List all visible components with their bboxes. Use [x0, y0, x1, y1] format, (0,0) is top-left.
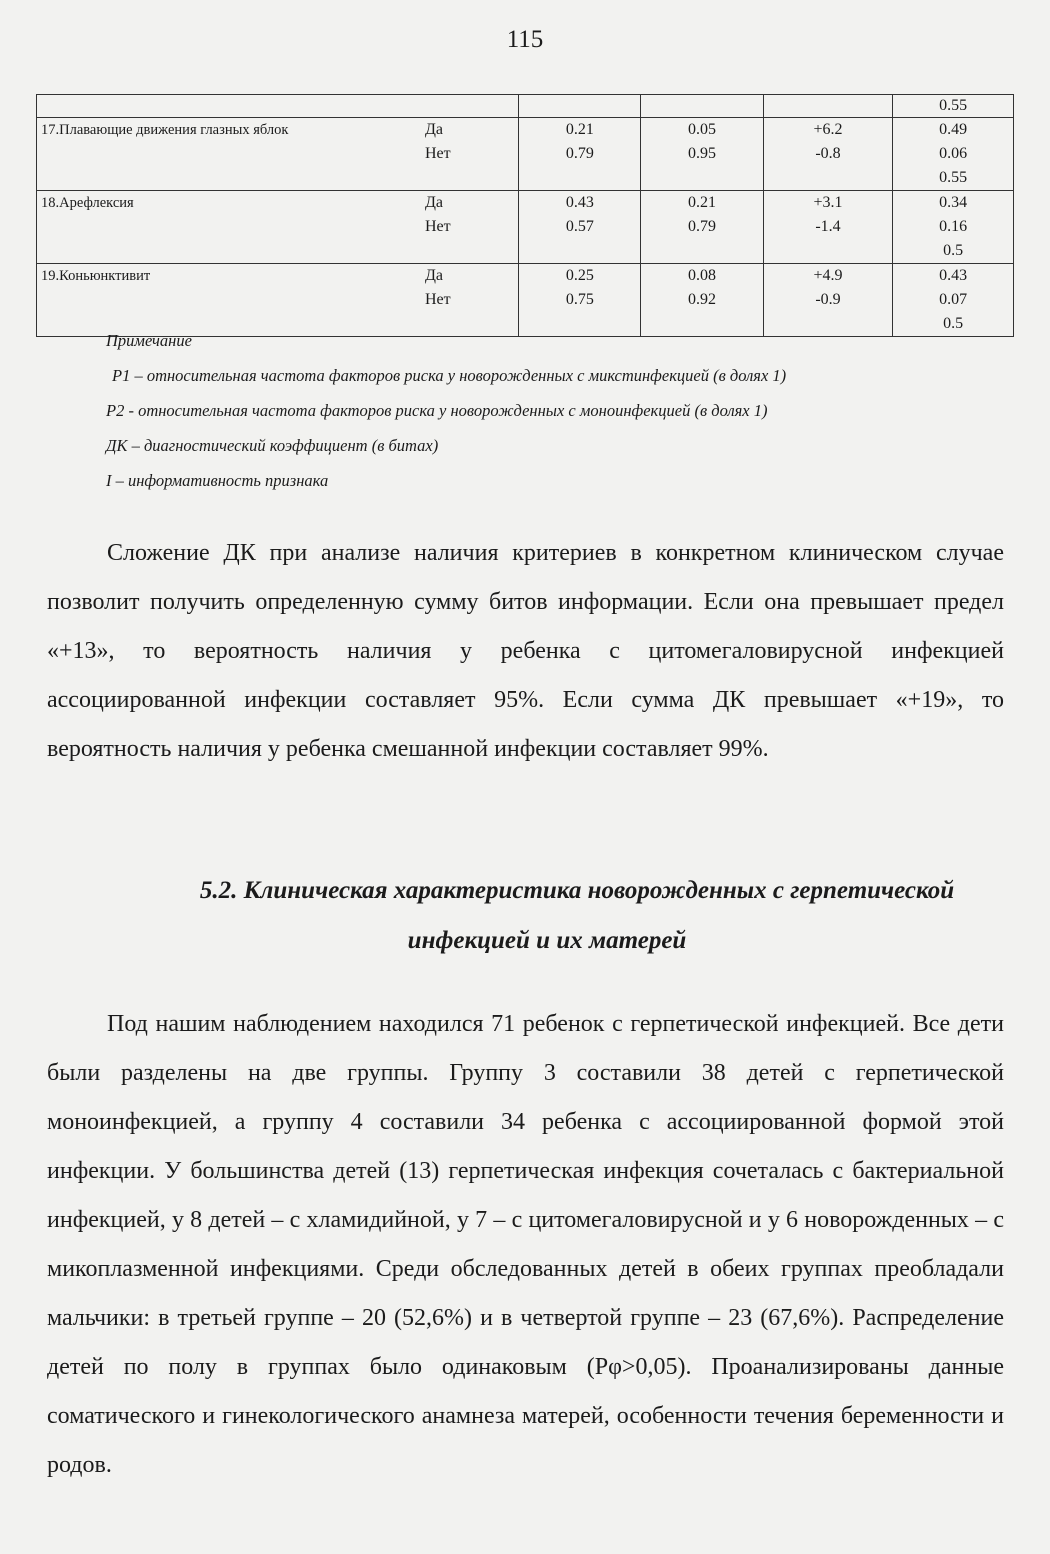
table-row: [37, 118, 1014, 191]
p2-no: 0.95: [688, 145, 716, 162]
note-i: I – информативность признака: [106, 471, 329, 490]
p1-no: 0.79: [565, 145, 594, 162]
p1-yes: 0.25: [565, 267, 594, 284]
info-no: 0.07: [939, 291, 968, 308]
p2-yes: 0.08: [688, 267, 716, 284]
option-yes: Да: [425, 121, 444, 138]
table-cell-name: [37, 118, 519, 191]
info-yes: 0.34: [939, 194, 968, 211]
dk-no: -1.4: [815, 218, 841, 235]
p2-no: 0.79: [688, 218, 716, 235]
table-cell-p2: [641, 95, 764, 118]
option-no: Нет: [425, 145, 451, 162]
option-yes: Да: [425, 267, 444, 284]
section-heading: [47, 866, 1047, 966]
table-cell-dk: [763, 95, 892, 118]
section-heading-line2: инфекцией и их матерей: [407, 927, 687, 954]
dk-yes: +3.1: [813, 194, 843, 211]
dk-no: -0.9: [815, 291, 841, 308]
table-cell-dk: [763, 118, 892, 191]
info-yes: 0.49: [939, 121, 968, 138]
factor-name: 18.Арефлексия: [41, 195, 134, 211]
table-row: [37, 264, 1014, 337]
table-cell-p1: [519, 191, 641, 264]
table-notes: [106, 328, 986, 503]
table-cell-p2: [641, 118, 764, 191]
dk-yes: +4.9: [813, 267, 843, 284]
note-p2: Р2 - относительная частота факторов риска у новорожденных с моноинфекцией (в долях 1): [106, 401, 768, 420]
table-cell-p1: [519, 95, 641, 118]
table-cell-p1: [519, 264, 641, 337]
table-cell-name: [37, 264, 519, 337]
info-total: 0.5: [943, 242, 964, 259]
note-p1: Р1 – относительная частота факторов риска у новорожденных с микстинфекцией (в долях 1): [112, 366, 787, 385]
factor-name: 17.Плавающие движения глазных яблок: [41, 122, 289, 138]
p2-no: 0.92: [688, 291, 716, 308]
page-number: 115: [506, 26, 544, 53]
table-cell-p2: [641, 264, 764, 337]
p2-yes: 0.05: [688, 121, 716, 138]
section-heading-line1: 5.2. Клиническая характеристика новорожденных с герпетической: [199, 877, 955, 904]
note-dk: ДК – диагностический коэффициент (в битах): [106, 436, 439, 455]
option-yes: Да: [425, 194, 444, 211]
notes-title: Примечание: [106, 331, 192, 350]
p1-yes: 0.43: [565, 194, 594, 211]
table-cell-dk: [763, 191, 892, 264]
risk-factor-table: [36, 94, 1014, 337]
table-row: [37, 191, 1014, 264]
info-total: 0.5: [943, 315, 964, 332]
paragraph-dk-sum: Сложение ДК при анализе наличия критериев в конкретном клиническом случае позволит получить определенную сумму битов информации. Если она превышает предел «+13», то вероятность наличия у ребенка с цитомегаловирусной инфекцией ассоциированной инфекции составляет 95%. Если сумма ДК превышает «+19», то вероятность наличия у ребенка смешанной инфекции составляет 99%.: [47, 540, 1004, 762]
info-no: 0.06: [939, 145, 968, 162]
table-row: [37, 95, 1014, 118]
table-cell-info: 0.55: [893, 95, 1014, 118]
table-cell-dk: [763, 264, 892, 337]
p1-no: 0.75: [565, 291, 594, 308]
table-cell-info: [893, 264, 1014, 337]
option-no: Нет: [425, 218, 451, 235]
paragraph-herpes-study: Под нашим наблюдением находился 71 ребенок с герпетической инфекцией. Все дети были разделены на две группы. Группу 3 составили 38 детей с герпетической моноинфекцией, а группу 4 составили 34 ребенка с ассоциированной формой этой инфекции. У большинства детей (13) герпетическая инфекция сочеталась с бактериальной инфекцией, у 8 детей – с хламидийной, у 7 – с цитомегаловирусной и у 6 новорожденных – с микоплазменной инфекциями. Среди обследованных детей в обеих группах преобладали мальчики: в третьей группе – 20 (52,6%) и в четвертой группе – 23 (67,6%). Распределение детей по полу в группах было одинаковым (Рφ>0,05). Проанализированы данные соматического и гинекологического анамнеза матерей, особенности течения беременности и родов.: [47, 1011, 1004, 1478]
factor-name: 19.Коньюнктивит: [41, 268, 151, 284]
option-no: Нет: [425, 291, 451, 308]
info-yes: 0.43: [939, 267, 968, 284]
table-cell-name: [37, 191, 519, 264]
table-cell-p2: [641, 191, 764, 264]
table-cell-p1: [519, 118, 641, 191]
p1-yes: 0.21: [565, 121, 594, 138]
info-total: 0.55: [939, 169, 968, 186]
dk-yes: +6.2: [813, 121, 843, 138]
table-cell-info: [893, 118, 1014, 191]
table-cell-info: [893, 191, 1014, 264]
p1-no: 0.57: [565, 218, 594, 235]
p2-yes: 0.21: [688, 194, 716, 211]
table-cell-name: [37, 95, 519, 118]
dk-no: -0.8: [815, 145, 841, 162]
info-no: 0.16: [939, 218, 968, 235]
